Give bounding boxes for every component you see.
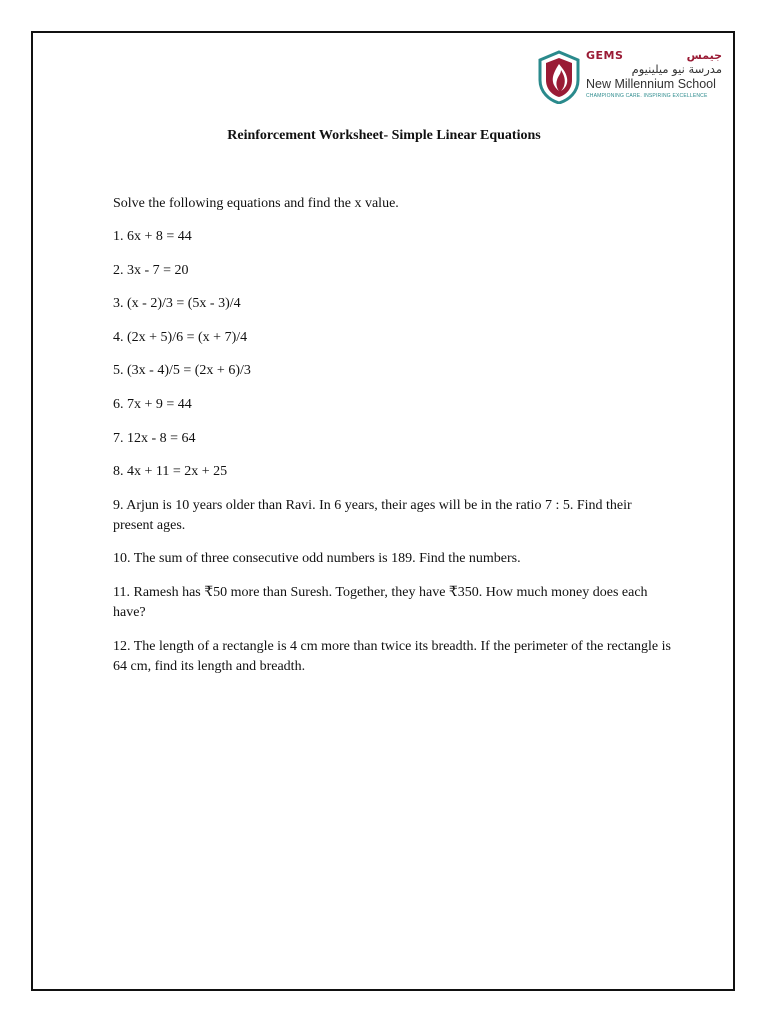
school-tagline: CHAMPIONING CARE. INSPIRING EXCELLENCE (586, 93, 708, 99)
question-item: 2. 3x - 7 = 20 (113, 262, 189, 278)
question-item: 5. (3x - 4)/5 = (2x + 6)/3 (113, 363, 251, 379)
question-item: 6. 7x + 9 = 44 (113, 396, 192, 412)
worksheet-body (113, 194, 673, 690)
worksheet-title: Reinforcement Worksheet- Simple Linear Equations (227, 128, 541, 143)
question-item: 9. Arjun is 10 years older than Ravi. In 6 years, their ages will be in the ratio 7 : 5. Find their present ages. (113, 497, 632, 533)
question-item: 1. 6x + 8 = 44 (113, 229, 192, 244)
question-item: 8. 4x + 11 = 2x + 25 (113, 464, 228, 480)
school-logo (538, 48, 722, 106)
school-name-arabic: مدرسة نيو ميلينيوم (631, 62, 722, 76)
question-item: 7. 12x - 8 = 64 (113, 430, 196, 446)
gems-flame-shield-icon (538, 50, 580, 104)
gems-wordmark-arabic: جيمس (686, 48, 722, 62)
school-name: New Millennium School (586, 77, 716, 91)
question-item: 12. The length of a rectangle is 4 cm more than twice its breadth. If the perimeter of the rectangle is 64 cm, find its length and breadth. (113, 638, 671, 674)
question-item: 11. Ramesh has ₹50 more than Suresh. Together, they have ₹350. How much money does each have? (113, 584, 648, 620)
logo-text (586, 48, 722, 99)
question-item: 10. The sum of three consecutive odd numbers is 189. Find the numbers. (113, 551, 521, 567)
instruction-text: Solve the following equations and find the x value. (113, 196, 399, 211)
question-item: 3. (x - 2)/3 = (5x - 3)/4 (113, 296, 241, 312)
question-item: 4. (2x + 5)/6 = (x + 7)/4 (113, 329, 248, 345)
gems-wordmark: GEMS (586, 48, 624, 62)
